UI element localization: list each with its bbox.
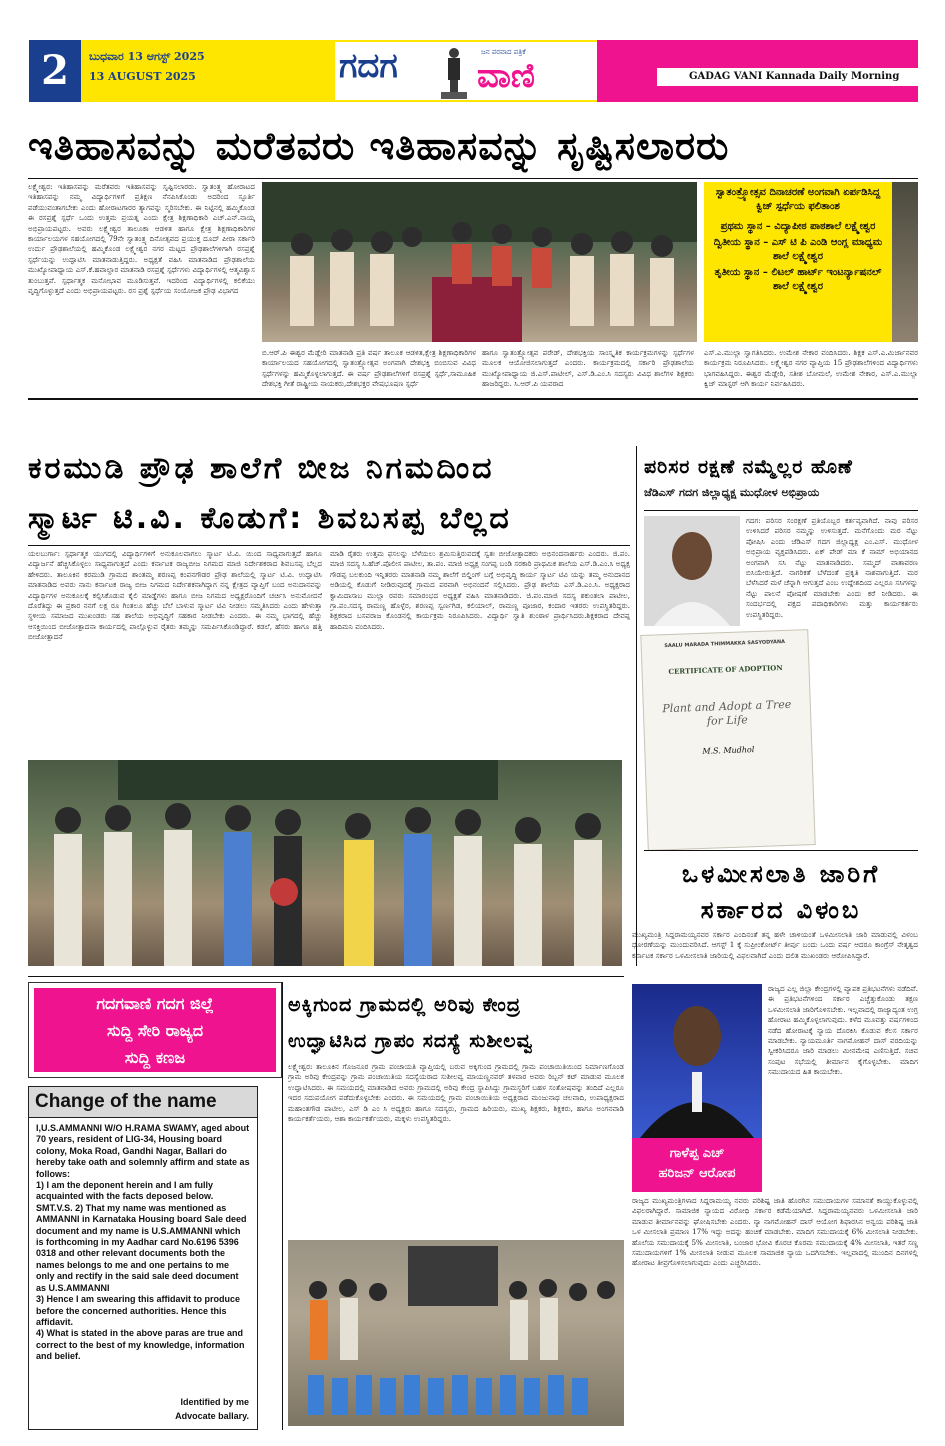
rule-story2 [28, 545, 630, 546]
story1-photo-right-edge [892, 182, 918, 342]
quiz-result-box [704, 182, 892, 342]
name-change-notice [28, 1086, 258, 1430]
promo-line2: ಸುದ್ದಿ ಸೇರಿ ರಾಜ್ಯದ [106, 1021, 204, 1040]
story4-headline-line1: ಒಳಮೀಸಲಾತಿ ಜಾರಿಗೆ [681, 860, 881, 888]
notice-title: Change of the name [29, 1087, 257, 1118]
story5-headline-line1: ಅಕ್ಕಿಗುಂದ ಗ್ರಾಮದಲ್ಲಿ ಅರಿವು ಕೇಂದ್ರ [288, 994, 521, 1016]
story2-col1: ಯಲಬುರ್ಗಾ: ಸ್ಪರ್ಧಾತ್ಮಕ ಯುಗದಲ್ಲಿ ವಿದ್ಯಾರ್ಥಿಗಳಿಗೆ ಅನುಕೂಲವಾಗಲು ಸ್ಮಾರ್ಟ ಟಿ.ವಿ. ಯಿಂದ ಸಾಧ್ಯವಾಗುತ್ತದೆ ಹಾಗೂ ವಿದ್ಯಾರ್ಜನೆ ಹೆಚ್ಚಿಸಿಕೊಳ್ಳಲು ಸಾಧ್ಯವಾಗುತ್ತದೆ ಎಂದು ಕರ್ನಾಟಕ ರಾಜ್ಯಬೀಜ ನಿಗಮದ ಮಾಜಿ ನಿರ್ದೇಶಕರಾದ ಶಿವಬಸಪ್ಪ ಬೆಲ್ಲದ ಹೇಳಿದರು. ತಾಲೂಕಿನ ಕರಮುಡಿ ಗ್ರಾಮದ ಶಾಂತಮ್ಮ ಶರಣಪ್ಪ ಕಂಪನಗೌಡರ ಪ್ರೌಢ ಶಾಲೆಯಲ್ಲಿ ಸ್ಮಾರ್ಟ ಟಿ.ವಿ. ಉದ್ಘಾಟಿಸಿ ಮಾತನಾಡಿದ ಅವರು ನಾನು ಕರ್ನಾಟಕ ರಾಜ್ಯ ಬೀಜ ನಿಗಮದ ನಿರ್ದೇಶಕನಾಗಿದ್ದಾಗ ನನ್ನ ಕ್ಷೇತ್ರದ ವ್ಯಾಪ್ತಿಗೆ ಬಂದ ಅನುದಾನವನ್ನು ವಿದ್ಯಾರ್ಥಿಗಳ ಅನುಕೂಲಕ್ಕೆ ಕಲ್ಪಿಸಿಕೊಡುವ ಕೈಲಿ ಮಾಡ್ಡೆಗಳು ಹಾಗೂ ಬೀಜ ನಿಗಮದ ಅಧ್ಯಕ್ಷರೊಂದಿಗೆ ಚರ್ಚಿಸಿ ಅನುಮೋದನೆ ದೊರೆತಿದ್ದು ಈ ಪ್ರಕಾರ ನನಗೆ ಲಕ್ಷ ರೂ ಗಿಂತಲೂ ಹೆಚ್ಚು ಬೆಲೆ ಬಾಳುವ ಸ್ಮಾರ್ಟ ಟಿವಿ ನೀಡಲು ಸಮ್ಮತಿಸಿದರು ಎಂದು ಹೇಳುತ್ತಾ ಸ್ಥಳೀಯ ಸಮಾಜದ ಮುಖಂಡರು ಸಹ ಶಾಲೆಯ ಅಭಿವೃದ್ಧಿಗೆ ಸಹಕಾರ ನೀಡಬೇಕು ಎಂದರು. ಈ ನಮ್ಮ ಭಾಗದಲ್ಲಿ ಹೆಚ್ಚು ಆಸಕ್ತಿಯಿಂದ ಬೀಜೋತ್ಪಾದನಾ ಕಾರ್ಯದಲ್ಲಿ ಪಾಲ್ಗೊಳ್ಳುವ ರೈತರು ತಮ್ಮನ್ನು ಸಮರ್ಪಿಸಿಕೊಂಡಿದ್ದಾರೆ. ಕಡಲೆ, ಹೆಸರು ಹಾಗೂ ಹತ್ತಿ ಬೀಜೋತ್ಪಾದನೆ [28, 549, 322, 642]
story2-headline-line2: ಸ್ಮಾರ್ಟ ಟಿ.ವಿ. ಕೊಡುಗೆ: ಶಿವಬಸಪ್ಪ ಬೆಲ್ಲದ [28, 501, 512, 536]
notice-body: I,U.S.AMMANNI W/O H.RAMA SWAMY, aged about 70 years, resident of LIG-34, Housing board colony, Moka Road, Gandhi Nagar, Ballari do hereby take oath and solemnly affirm and state as follows: 1) I am the deponent herein and I am fully acquainted with the facts deposed below. SMT.V.S. 2) That my name was mentioned as AMMANNI in Karnataka Housing board Sale deed document and my name is U.S.AMMANNI which is forthcoming in my Aadhar card No.6196 5396 0318 and other relevant documents both the names belongs to me and one pertains to me only and rectify in the said sale deed document as U.S.AMMANNI 3) Hence I am swearing this affidavit to produce before the concerned authorities. Hence this affidavit. 4) What is stated in the above paras are true and correct to the best of my knowledge, information and belief. [36, 1123, 250, 1362]
story4-col-side: ರಾಜ್ಯದ ಎಲ್ಲ ಜಿಲ್ಲಾ ಕೇಂದ್ರಗಳಲ್ಲಿ ವ್ಯಾಪಕ ಪ್ರತಿಭಟನೆಗಳು ನಡೆದಿವೆ. ಈ ಪ್ರತಿಭಟನೆಗಳಿಂದ ಸರ್ಕಾರ ಎಚ್ಚೆತ್ತುಕೊಂಡು ತಕ್ಷಣ ಒಳಮೀಸಲಾತಿ ಜಾರಿಗೊಳಿಸಬೇಕು. ಇಲ್ಲವಾದಲ್ಲಿ ರಾಜ್ಯಾದ್ಯಂತ ಉಗ್ರ ಹೋರಾಟ ಹಮ್ಮಿಕೊಳ್ಳಲಾಗುವುದು. ಕಳೆದ ಮೂವತ್ತು ವರ್ಷಗಳಿಂದ ನಡೆದ ಹೋರಾಟಕ್ಕೆ ನ್ಯಾಯ ದೊರಕಿಸಿ ಕೊಡುವ ಕೆಲಸ ಸರ್ಕಾರ ಮಾಡಬೇಕು. ನ್ಯಾಯಮೂರ್ತಿ ನಾಗಮೋಹನ್ ದಾಸ್ ವರದಿಯನ್ನು ಸ್ವೀಕರಿಸಿದರೂ ಜಾರಿ ಮಾಡಲು ಮೀನಮೇಷ ಎಣಿಸುತ್ತಿದೆ. ಸಚಿವ ಸಂಪುಟ ಸಭೆಯಲ್ಲಿ ತೀರ್ಮಾನ ಕೈಗೊಳ್ಳಬೇಕು. ಮಾದಿಗ ಸಮುದಾಯದ ಹಿತ ಕಾಯಬೇಕು. [768, 984, 918, 1077]
promo-inner [34, 988, 276, 1072]
arivu-kendra-group-photo [288, 1240, 624, 1426]
certificate-line: Plant and Adopt a Tree for Life [662, 697, 792, 728]
story2-headline-line1: ಕರಮುಡಿ ಪ್ರೌಢ ಶಾಲೆಗೆ ಬೀಜ ನಿಗಮದಿಂದ [28, 451, 495, 486]
result-title: ಸ್ವಾತಂತ್ರ್ಯೋತ್ಸವ ದಿನಾಚರಣೆ ಅಂಗವಾಗಿ ಏರ್ಪಡಿಸಿದ್ದ ಕ್ವಿಜ್ ಸ್ಪರ್ಧೆಯ ಫಲಿತಾಂಶ [715, 187, 881, 212]
date-english: 13 AUGUST 2025 [89, 70, 196, 83]
col-divider-mid [282, 982, 283, 1430]
promo-line3: ಸುದ್ದಿ ಕಣಜ [124, 1048, 186, 1067]
logo-left-text: ಗದಗ [339, 46, 398, 86]
story3-headline: ಪರಿಸರ ರಕ್ಷಣೆ ನಮ್ಮೆಲ್ಲರ ಹೊಣೆ [644, 456, 853, 478]
portrait-caption [632, 1138, 762, 1192]
portrait-name: ಗಾಳೆಪ್ಪ ಎಚ್ [669, 1146, 725, 1161]
result-second: ದ್ವಿತೀಯ ಸ್ಥಾನ – ಎಸ್ ಟಿ ಪಿ ಎಂಡಿ ಆಂಗ್ಲ ಮಾಧ್ಯಮ ಶಾಲೆ ಲಕ್ಷ್ಮೇಶ್ವರ [713, 237, 883, 262]
promo-box [28, 982, 282, 1078]
logo-area [335, 40, 597, 102]
quiz-group-photo [262, 182, 697, 342]
story1-col3: ಹಾಗೂ ಸ್ವಾತಂತ್ರ್ಯೋತ್ಸವ ಪರೇಡ್, ದೇಶಭಕ್ತಿಯ ಸಾಂಸ್ಕೃತಿಕ ಕಾರ್ಯಕ್ರಮಗಳನ್ನು ಸ್ಪರ್ಧೆಗಳ ಮೂಲಕ ಆಯೋಜಿಸಲಾಗುತ್ತದೆ ಎಂದರು. ಕಾರ್ಯಕ್ರಮದಲ್ಲಿ ಸರ್ಕಾರಿ ಪ್ರೌಢಶಾಲೆಯ ಮುಖ್ಯೋಪಾಧ್ಯಾಯ ಜಿ.ಎಸ್.ಪಾಟೀಲ್, ಎಸ್.ಡಿ.ಎಂ.ಸಿ ಸದಸ್ಯರು ವಿವಿಧ ಶಾಲೆಗಳ ಶಿಕ್ಷಕರು ಹಾಜರಿದ್ದರು. ಸಿ.ಆರ್.ಪಿ ಯವರಾದ [482, 348, 694, 389]
notice-sign2: Advocate ballary. [175, 1411, 249, 1421]
smart-tv-handover-photo [28, 760, 622, 966]
statue-logo-icon [431, 45, 477, 101]
portrait-role: ಹರಿಜನ್ ಆರೋಪ [658, 1166, 736, 1181]
story1-col4: ಎಸ್.ಎ.ಮುಲ್ಲಾ ಸ್ವಾಗತಿಸಿದರು. ಉಮೇಶ ನೇಕಾರ ವಂದಿಸಿದರು. ಶಿಕ್ಷಕ ಎಸ್.ಎ.ಮಿರ್ಜಾನವರ ಕಾರ್ಯಕ್ರಮ ನಿರೂಪಿಸಿದರು. ಲಕ್ಷ್ಮೇಶ್ವರ ನಗರ ವ್ಯಾಪ್ತಿಯ 15 ಪ್ರೌಢಶಾಲೆಗಳಿಂದ ವಿದ್ಯಾರ್ಥಿಗಳು ಭಾಗವಹಿಸಿದ್ದರು. ಈಶ್ವರ ಮೆಡ್ಲೇರಿ, ಸತೀಶ ಬೋಮಲೆ, ಉಮೇಶ ನೇಕಾರ, ಎಸ್.ಎ.ಮುಲ್ಲಾ ಕ್ವಿಜ್ ಮಾಸ್ಟರ್ ಆಗಿ ಕಾರ್ಯ ನಿರ್ವಹಿಸಿದರು. [704, 348, 918, 389]
story4-col-top: ಮುಖ್ಯಮಂತ್ರಿ ಸಿದ್ದರಾಮಯ್ಯನವರ ಸರ್ಕಾರ ಎಂದಿನಂತೆ ತನ್ನ ಹಳೇ ಚಾಳಿಯಂತೆ ಒಳಮೀಸಲಾತಿ ಜಾರಿ ಮಾಡುವಲ್ಲಿ ವಿಳಂಬ ಧೋರಣೆಯನ್ನು ಮುಂದುವರಿಸಿದೆ. ಆಗಸ್ಟ್ 1 ಕ್ಕೆ ಸುಪ್ರೀಂಕೋರ್ಟ್ ತೀರ್ಪು ಬಂದು ಒಂದು ವರ್ಷ ಆದರೂ ಕಾಂಗ್ರೆಸ್ ನೇತೃತ್ವದ ಕರ್ನಾಟಕ ಸರ್ಕಾರ ಒಳಮೀಸಲಾತಿ ಜಾರಿಯಲ್ಲಿ ವಿಫಲವಾಗಿದೆ ಎಂದು ದಲಿತ ಮುಖಂಡರು ಆರೋಪಿಸಿದ್ದಾರೆ. [632, 930, 918, 960]
certificate-header: SAALU MARADA THIMMAKKA SASYODYANA [664, 638, 786, 650]
rule-section2 [28, 398, 918, 400]
certificate-title: CERTIFICATE OF ADOPTION [668, 663, 783, 677]
rule-bottom-left [28, 976, 624, 977]
story2-col2: ಮಾಡಿ ರೈತರು ಉತ್ತಮ ಫಸಲನ್ನು ಬೆಳೆಯಲು ಶ್ರಮಿಸುತ್ತಿರುವದಕ್ಕೆ ಸ್ವತಃ ಬೀಜೋತ್ಪಾದಕರು ಅಭಿನಂದನಾರ್ಹರು ಎಂದರು. ಜಿ.ಪಂ. ಮಾಜಿ ಸದಸ್ಯ ಸಿ.ಹೆಚ್.ಪೊಲೀಸ ಪಾಟೀಲ, ತಾ.ಪಂ. ಮಾಜಿ ಅಧ್ಯಕ್ಷ ಸಂಗಪ್ಪ ಬಂಡಿ ಸರಕಾರಿ ಪ್ರಾಥಮಿಕ ಶಾಲೆಯ ಎಸ್.ಡಿ.ಎಂ.ಸಿ ಅಧ್ಯಕ್ಷ ಗೌಡಪ್ಪ ಬಲಕುಂದಿ ಇನ್ನಿತರರು ಮಾತನಾಡಿ ನಮ್ಮ ಶಾಲೆಗೆ ಬಿಲ್ಡಿಂಗ್ ಬಗ್ಗೆ ಅಭಿವೃದ್ಧಿ ಕಾರ್ಯ ಸ್ಮಾರ್ಟ ಟಿವಿ ಯನ್ನು ತಮ್ಮ ಅನುದಾನದ ಅಡಿಯಲ್ಲಿ ಕೊಡುಗೆ ನೀಡಿರುವುದಕ್ಕೆ ಗ್ರಾಮದ ಪರವಾಗಿ ಅಭಿನಂದನೆ ಸಲ್ಲಿಸಿದರು. ಪ್ರೌಢ ಶಾಲೆಯ ಎಸ್.ಡಿ.ಎಂ.ಸಿ. ಅಧ್ಯಕ್ಷರಾದ ಕ್ವಾಮಿದಾಸಾಬ ಮುಲ್ಲಾ ರವರು ಸಮಾರಂಭದ ಅಧ್ಯಕ್ಷತೆ ವಹಿಸಿ ಮಾತನಾಡಿದರು. ಜಿ.ಪಂ.ಮಾಜಿ ಸದಸ್ಯ ಶಕುಂತಲಾ ಪಾಟೀಲ, ಗ್ರಾ.ಪಂ.ಸದಸ್ಯ ರಾಮಣ್ಣ ಹೊಳ್ಳೆರ, ಶರಣಪ್ಪ ಸ್ವರ್ಣಗಿಡ, ಕಲಿಯಾಲ್, ರಾಮಣ್ಣ ಪೂಜಾರ, ಕಂದಾರ ಇತರರು ಉಪಸ್ಥಿತರಿದ್ದರು. ಶಿಕ್ಷಕರಾದ ಬಸವರಾಜ ಕೊಂಡನಲ್ಲಿ ಕಾರ್ಯಕ್ರಮ ನಿರೂಪಿಸಿದರು. ವಿದ್ಯಾರ್ಥಿ ಸ್ವಾತಿ ಶುಂಠಾಳ ಪ್ರಾರ್ಥಿಸಿದರು.ಶಿಕ್ಷಕರಾದ ದೇವಪ್ಪ ಹಾದಿಮನಿ ವಂದಿಸಿದರು. [330, 549, 630, 631]
portrait-person-icon [632, 984, 762, 1138]
col-divider-right [636, 446, 637, 966]
story4-col-bottom: ರಾಜ್ಯದ ಮುಖ್ಯಮಂತ್ರಿಗಳಾದ ಸಿದ್ದರಾಮಯ್ಯ ನವರು ಪರಿಶಿಷ್ಟ ಜಾತಿ ಹೊರಗಿನ ಸಮುದಾಯಗಳ ಸಮಾನತೆ ಕಾಯ್ದುಕೊಳ್ಳುವಲ್ಲಿ ವಿಫಲರಾಗಿದ್ದಾರೆ. ಸಾಮಾಜಿಕ ನ್ಯಾಯದ ವಿರೋಧಿ ಸರ್ಕಾರ ಕಡೆಮೆಯಾಗಿದೆ. ಸಿದ್ದರಾಮಯ್ಯನವರು ಒಳಮೀಸಲಾತಿ ಜಾರಿ ಮಾಡುವ ತೀರ್ಮಾನವನ್ನು ಘೋಷಿಸಬೇಕು ಎಂದರು. ನ್ಯಾ ನಾಗಮೋಹನ್ ದಾಸ್ ಆಯೋಗ ಶಿಫಾರಸಿನ ಅನ್ವಯ ಪರಿಶಿಷ್ಟ ಜಾತಿ ಒಳ ಮೀಸಲಾತಿ ಪ್ರಮಾಣ 17% ಇದ್ದು ಅದನ್ನು ಹಂಚಿಕೆ ಮಾಡಬೇಕು. ಮಾದಿಗ ಸಮುದಾಯಕ್ಕೆ 6% ಮೀಸಲಾತಿ ನೀಡಬೇಕು. ಹೊಲೆಯ ಸಮುದಾಯಕ್ಕೆ 5% ಮೀಸಲಾತಿ, ಬಂಜಾರ ಭೋವಿ ಕೊರಚ ಕೊರಮ ಸಮುದಾಯಕ್ಕೆ 4% ಮೀಸಲಾತಿ, ಇತರೆ ಸಣ್ಣ ಸಮುದಾಯಗಳಿಗೆ 1% ಮೀಸಲಾತಿ ನೀಡುವ ಮೂಲಕ ಸಾಮಾಜಿಕ ನ್ಯಾಯ ಒದಗಿಸಬೇಕು. ಇಲ್ಲವಾದಲ್ಲಿ ಮುಂದಿನ ದಿನಗಳಲ್ಲಿ ಹೋರಾಟ ತೀವ್ರಗೊಳಿಸಲಾಗುವುದು ಎಂದು ಎಚ್ಚರಿಸಿದರು. [632, 1196, 918, 1268]
story3-subheadline: ಜೆಡಿಎಸ್ ಗದಗ ಜಿಲ್ಲಾಧ್ಯಕ್ಷ ಮುಧೋಳ ಅಭಿಪ್ರಾಯ [644, 486, 820, 499]
rule-story4 [644, 850, 918, 851]
logo-tagline: ಜನ ಪರವಾದ ಪತ್ರಿಕೆ [481, 48, 526, 56]
mudhol-portrait [644, 516, 740, 626]
masthead [29, 40, 918, 102]
adoption-certificate [640, 629, 815, 851]
logo-right-text: ವಾಣಿ [477, 56, 535, 96]
story1-col2: ಬಿ.ಆರ್.ಪಿ ಈಶ್ವರ ಮೆಡ್ಲೇರಿ ಮಾತನಾಡಿ ಪ್ರತಿ ವರ್ಷ ತಾಲೂಕ ಆಡಳಿತ,ಕ್ಷೇತ್ರ ಶಿಕ್ಷಣಾಧಿಕಾರಿಗಳ ಕಾರ್ಯಾಲಯದ ಸಹಯೋಗದಲ್ಲಿ ಸ್ವಾತಂತ್ರ್ಯೋತ್ಸವ ಅಂಗವಾಗಿ ದೇಶಭಕ್ತಿ ಬಿಂಬಿಸುವ ವಿವಿಧ ಸ್ಪರ್ಧೆಗಳನ್ನು ಹಮ್ಮಿಕೊಳ್ಳಲಾಗುತ್ತದೆ. ಈ ವರ್ಷ ಪ್ರೌಢಶಾಲೆಗಳಿಗೆ ರಸಪ್ರಶ್ನೆ ಸ್ಪರ್ಧೆ,ಸಾಮೂಹಿಕ ದೇಶಭಕ್ತಿ ಗೀತೆ ರಾಷ್ಟ್ರೀಯ ನಾಯಕರು,ದೇಶಭಕ್ತರ ವೇಷಭೂಷಣ ಸ್ಪರ್ಧೆ [262, 348, 476, 389]
story5-photo [288, 1240, 624, 1426]
story4-headline-line2: ಸರ್ಕಾರದ ವಿಳಂಬ [700, 896, 862, 924]
rule-story1 [28, 178, 918, 179]
rule-story3 [644, 510, 918, 511]
story5-headline-line2: ಉದ್ಘಾಟಿಸಿದ ಗ್ರಾಪಂ ಸದಸ್ಯೆ ಸುಶೀಲವ್ವ [288, 1030, 534, 1052]
promo-line1: ಗದಗವಾಣಿ ಗದಗ ಜಿಲ್ಲೆ [96, 994, 214, 1013]
story1-photo [262, 182, 697, 342]
result-third: ತೃತೀಯ ಸ್ಥಾನ – ಲಿಟಲ್ ಹಾರ್ಟ್ ಇಂಟರ್ನ್ಯಾಷನಲ್ ಶಾಲೆ ಲಕ್ಷ್ಮೇಶ್ವರ [714, 267, 882, 292]
story1-headline: ಇತಿಹಾಸವನ್ನು ಮರೆತವರು ಇತಿಹಾಸವನ್ನು ಸೃಷ್ಟಿಸಲಾರರು [28, 124, 730, 168]
certificate-name: M.S. Mudhol [702, 745, 755, 756]
date-kannada: ಬುಧವಾರ 13 ಆಗಸ್ಟ್ 2025 [89, 50, 205, 63]
result-first: ಪ್ರಥಮ ಸ್ಥಾನ – ವಿದ್ಯಾಪೀಠ ಪಾಠಶಾಲೆ ಲಕ್ಷ್ಮೇಶ್ವರ [720, 221, 876, 232]
story1-col1: ಲಕ್ಷ್ಮೇಶ್ವರ: ಇತಿಹಾಸವನ್ನು ಮರೆತವರು ಇತಿಹಾಸವನ್ನು ಸೃಷ್ಟಿಸಲಾರರು. ಸ್ವಾತಂತ್ರ್ಯ ಹೋರಾಟದ ಇತಿಹಾಸವನ್ನು ನಮ್ಮ ವಿದ್ಯಾರ್ಥಿಗಳಿಗೆ ಪ್ರತಿಕ್ಷಣ ನೆನಪಿಸಿಕೊಂಡು ಅದರಿಂದ ಸ್ಫೂರ್ತಿ ಪಡೆಯುವಂತಾಗಬೇಕು ಎಂದು ಹೋರಾಟಗಾರರ ತ್ಯಾಗವನ್ನು ಸ್ಮರಿಸಬೇಕು. ಈ ನಿಟ್ಟಿನಲ್ಲಿ ಹಮ್ಮಿಕೊಂಡ ಈ ರಸಪ್ರಶ್ನೆ ಸ್ಪರ್ಧೆ ಒಂದು ಉತ್ತಮ ಪ್ರಯತ್ನ ಎಂದು ಕ್ಷೇತ್ರ ಶಿಕ್ಷಣಾಧಿಕಾರಿ ಎಚ್.ಎನ್.ನಾಯ್ಕ ಅಭಿಪ್ರಾಯಪಟ್ಟರು. ಅವರು ಲಕ್ಷ್ಮೇಶ್ವರ ತಾಲೂಕಾ ಆಡಳಿತ ಹಾಗೂ ಕ್ಷೇತ್ರ ಶಿಕ್ಷಣಾಧಿಕಾರಿಗಳ ಕಾರ್ಯಾಲಯಗಳ ಸಹಯೋಗದಲ್ಲಿ 79ನೇ ಸ್ವಾತಂತ್ರ್ಯ ದಿನೋತ್ಸವದ ಪ್ರಯುಕ್ತ ದೂದ್ ಪೀರಾ ಸರ್ಕಾರಿ ಉರ್ದು ಪ್ರೌಢಶಾಲೆಯಲ್ಲಿ ಹಮ್ಮಿಕೊಂಡ ಲಕ್ಷ್ಮೇಶ್ವರ ನಗರ ಮಟ್ಟದ ಪ್ರೌಢಶಾಲೆಗಳಿಗಾಗಿ ರಸಪ್ರಶ್ನೆ ಸ್ಪರ್ಧೆಯನ್ನು ಉದ್ಘಾಟಿಸಿ ಮಾತನಾಡುತ್ತಿದ್ದರು. ಅಧ್ಯಕ್ಷತೆ ವಹಿಸಿ ಮಾತನಾಡಿದ ಪ್ರೌಢಶಾಲೆಯ ಮುಖ್ಯೋಪಾಧ್ಯಾಯ ಎಸ್.ಕೆ.ಹವಾಲ್ದಾರ ಮಾತನಾಡಿ ರಸಪ್ರಶ್ನೆ ಸ್ಪರ್ಧೆಗಳು ವಿದ್ಯಾರ್ಥಿಗಳಲ್ಲಿ ಆತ್ಮವಿಶ್ವಾಸ ತುಂಬುತ್ತವೆ. ಸ್ಪರ್ಧಾತ್ಮಕ ಮನೋಭಾವ ಮೂಡಿಸುತ್ತವೆ. ಇದರಿಂದ ವಿದ್ಯಾರ್ಥಿಗಳಲ್ಲಿ ಕಲಿಕೆಯು ವೃದ್ಧಿಗೊಳ್ಳುತ್ತದೆ ಎಂದು ಅಭಿಪ್ರಾಯಪಟ್ಟರು. ರಸ ಪ್ರಶ್ನೆ ಸ್ಪರ್ಧೆಯ ಸಂಯೋಜಕ ಪ್ರೌಢ ವಿಭಾಗದ [28, 182, 255, 296]
notice-sign1: Identified by me [180, 1397, 249, 1407]
story5-body: ಲಕ್ಷ್ಮೇಶ್ವರ: ತಾಲೂಕಿನ ಗೊಜನೂರ ಗ್ರಾಮ ಪಂಚಾಯತಿ ವ್ಯಾಪ್ತಿಯಲ್ಲಿ ಬರುವ ಅಕ್ಕಿಗುಂದ ಗ್ರಾಮದಲ್ಲಿ ಗ್ರಾಮ ಪಂಚಾಯಿತಿಯಿಂದ ನಿರ್ಮಾಣಗೊಂಡ ಗ್ರಾಮ ಅರಿವು ಕೇಂದ್ರವನ್ನು ಗ್ರಾಮ ಪಂಚಾಯಿತಿಯ ಸದಸ್ಯೆಯರಾದ ಸುಶೀಲವ್ವ ಮಾಯಣ್ಣನವರ್ ತಳವಾರ ಅವರು ರಿಬ್ಬನ್ ಕಟ್ ಮಾಡುವ ಮೂಲಕ ಉದ್ಘಾಟಿಸಿದರು. ಈ ಸಮಯದಲ್ಲಿ ಮಾತನಾಡಿದ ಅವರು ಗ್ರಾಮದಲ್ಲಿ ಅರಿವು ಕೇಂದ್ರ ಸ್ಥಾಪಿಸಿದ್ದು ಗ್ರಾಮಸ್ಥರಿಗೆ ಬಹಳ ಸಂತೋಷವನ್ನು ತಂದಿದೆ ಎಲ್ಲರೂ ಇದರ ಸದುಪಯೋಗ ಪಡೆದುಕೊಳ್ಳಬೇಕು ಎಂದರು. ಈ ಸಮಯದಲ್ಲಿ ಗ್ರಾಮ ಪಂಚಾಯಿತಿಯ ಅಧ್ಯಕ್ಷರಾದ ಮಂಜುನಾಥ ಚಲವಾದಿ, ಉಪಾಧ್ಯಕ್ಷರಾದ ಮಹಾಂತಗೌಡ ಪಾಟೀಲ, ಎಸ್ ಡಿ ಎಂ ಸಿ ಅಧ್ಯಕ್ಷರು ಹಾಗೂ ಸದಸ್ಯರು, ಗ್ರಾಮದ ಹಿರಿಯರು, ಮುಖ್ಯ ಶಿಕ್ಷಕರು, ಶಿಕ್ಷಕರು, ಹಾಗೂ ಅಂಗನವಾಡಿ ಕಾರ್ಯಕರ್ತೆಯರು, ಆಶಾ ಕಾರ್ಯಕರ್ತೆಯರು, ಮಕ್ಕಳು ಉಪಸ್ಥಿತರಿದ್ದರು. [288, 1062, 624, 1124]
story2-photo [28, 760, 622, 966]
paper-name-strip: GADAG VANI Kannada Daily Morning [657, 68, 918, 86]
galeppa-portrait [632, 984, 762, 1138]
story3-body: ಗದಗ: ಪರಿಸರ ಸಂರಕ್ಷಣೆ ಪ್ರತಿಯೊಬ್ಬರ ಕರ್ತವ್ಯವಾಗಿದೆ. ನಾವು ಪರಿಸರ ಉಳಿಸಿದರೆ ಪರಿಸರ ನಮ್ಮನ್ನು ಉಳಿಸುತ್ತದೆ. ಮನೆಗೊಂದು ಮರ ನೆಟ್ಟು ಪೋಷಿಸಿ ಎಂದು ಜೆಡಿಎಸ್ ಗದಗ ಜಿಲ್ಲಾಧ್ಯಕ್ಷ ಎಂ.ಎಸ್. ಮುಧೋಳ ಅಭಿಪ್ರಾಯ ವ್ಯಕ್ತಪಡಿಸಿದರು. ಏಕ್ ಪೇಡ್ ಮಾ ಕೆ ನಾಮ್ ಅಭಿಯಾನದ ಅಂಗವಾಗಿ ಸಸಿ ನೆಟ್ಟು ಮಾತನಾಡಿದರು. ಸಮ್ಮದ್ ವಾತಾವರಣ ಬಿಸಿಯೇರುತ್ತಿದೆ. ನಾಗರಿಕತೆ ಬೆಳೆದಂತೆ ಪ್ರಕೃತಿ ನಾಶವಾಗುತ್ತಿದೆ. ಮರ ಬೆಳೆಸಿದರೆ ಮಳೆ ಚೆನ್ನಾಗಿ ಆಗುತ್ತದೆ ಎಂಬ ಉದ್ದೇಶದಿಂದ ಎಲ್ಲರೂ ಸಸಿಗಳನ್ನು ನೆಟ್ಟು ಪಾಲನೆ ಪೋಷಣೆ ಮಾಡಬೇಕು ಎಂದು ಕರೆ ನೀಡಿದರು. ಈ ಸಂದರ್ಭದಲ್ಲಿ ಪಕ್ಷದ ಪದಾಧಿಕಾರಿಗಳು ಮತ್ತು ಕಾರ್ಯಕರ್ತರು ಉಪಸ್ಥಿತರಿದ್ದರು. [746, 516, 918, 619]
portrait-person-icon [644, 516, 740, 626]
date-band [81, 40, 335, 102]
page-number-box: 2 [29, 40, 81, 102]
